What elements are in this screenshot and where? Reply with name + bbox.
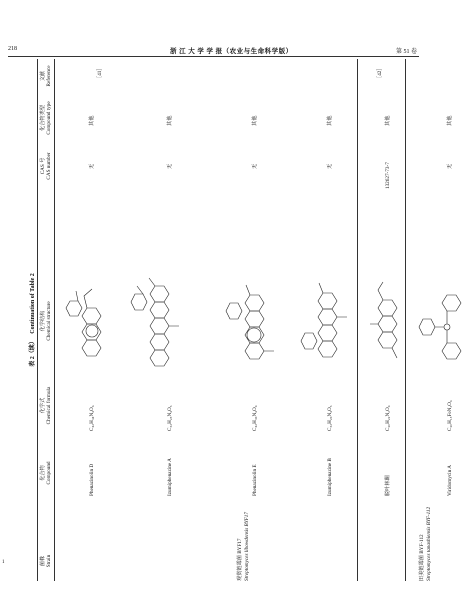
compound-5: 脱叶林酮 <box>385 475 391 496</box>
type-6: 其他 <box>447 115 453 126</box>
compound-6: Viridomycin A <box>447 465 453 496</box>
caption-cn: 表 2（续） <box>30 338 36 367</box>
strain-cn-2: 田美链霉菌 BYF-112 <box>419 534 425 581</box>
strain-latin-2: Streptomyces tanashiensis BYF-112 <box>426 506 432 581</box>
cas-2: 无 <box>167 163 173 169</box>
col-header-reference: 文献 Reference <box>40 65 52 87</box>
col-header-structure: 化学结构 Chemical structure <box>40 301 52 341</box>
formula-3: C₄₂H₃₆N₄O₄ <box>252 405 258 431</box>
structure-1 <box>62 271 117 371</box>
table-caption <box>27 59 36 581</box>
col-header-strain: 菌株 Strain <box>40 554 52 568</box>
compound-3: Phenazinolin E <box>252 464 258 496</box>
col-header-compound: 化合物 Compound <box>40 461 52 485</box>
margin-mark: 1 <box>2 560 5 565</box>
col-header-cas: CAS 号 CAS number <box>40 152 52 180</box>
structure-2 <box>127 266 192 376</box>
volume-label: 第 51 卷 <box>395 49 417 55</box>
structure-5 <box>367 276 407 366</box>
compound-2: Izumiphenazine A <box>167 458 173 496</box>
structure-4 <box>299 271 354 371</box>
type-1: 其他 <box>89 115 95 126</box>
structure-3 <box>222 271 282 371</box>
journal-title: 浙 江 大 学 学 报（农业与生命科学版） <box>170 48 293 55</box>
type-3: 其他 <box>252 115 258 126</box>
page-number: 218 <box>8 46 17 52</box>
caption-en: Continuation of Table 2 <box>30 273 36 334</box>
rotated-table <box>27 59 453 581</box>
formula-2: C₃₂H₂₅N₄O₅ <box>167 405 173 431</box>
cas-4: 无 <box>327 163 333 169</box>
formula-1: C₄₂H₃₄N₄O₆ <box>89 405 95 431</box>
cas-6: 无 <box>447 163 453 169</box>
header-rule-bottom <box>54 59 55 581</box>
bottom-rule <box>405 59 406 581</box>
cas-5: 132627-73-7 <box>385 162 391 189</box>
header-rule <box>8 56 419 57</box>
reference-1: ［41］ <box>97 65 103 81</box>
cas-3: 无 <box>252 163 258 169</box>
strain-cn-1: 观赏链霉菌 BYF17 <box>237 538 243 581</box>
compound-4: Izumiphenazine B <box>327 458 333 496</box>
group-separator-rule <box>357 59 358 581</box>
col-header-formula: 化学式 Chemical formula <box>40 386 52 425</box>
type-4: 其他 <box>327 115 333 126</box>
structure-6 <box>417 271 472 371</box>
strain-latin-1: Streptomyces libowdensis BYF17 <box>244 512 250 581</box>
compound-1: Phenazinolin D <box>89 463 95 496</box>
type-2: 其他 <box>167 115 173 126</box>
top-rule <box>37 59 38 581</box>
formula-5: C₂₀H₂₂N₂O₄ <box>385 405 391 431</box>
col-header-type: 化合物类型 Compound type <box>40 101 52 135</box>
cas-1: 无 <box>89 163 95 169</box>
type-5: 其他 <box>385 115 391 126</box>
formula-6: C₂₀H₁₅FeN₃O₆ <box>447 400 453 431</box>
formula-4: C₃₂H₂₆N₄O₅ <box>327 405 333 431</box>
reference-2: ［42］ <box>377 65 383 81</box>
